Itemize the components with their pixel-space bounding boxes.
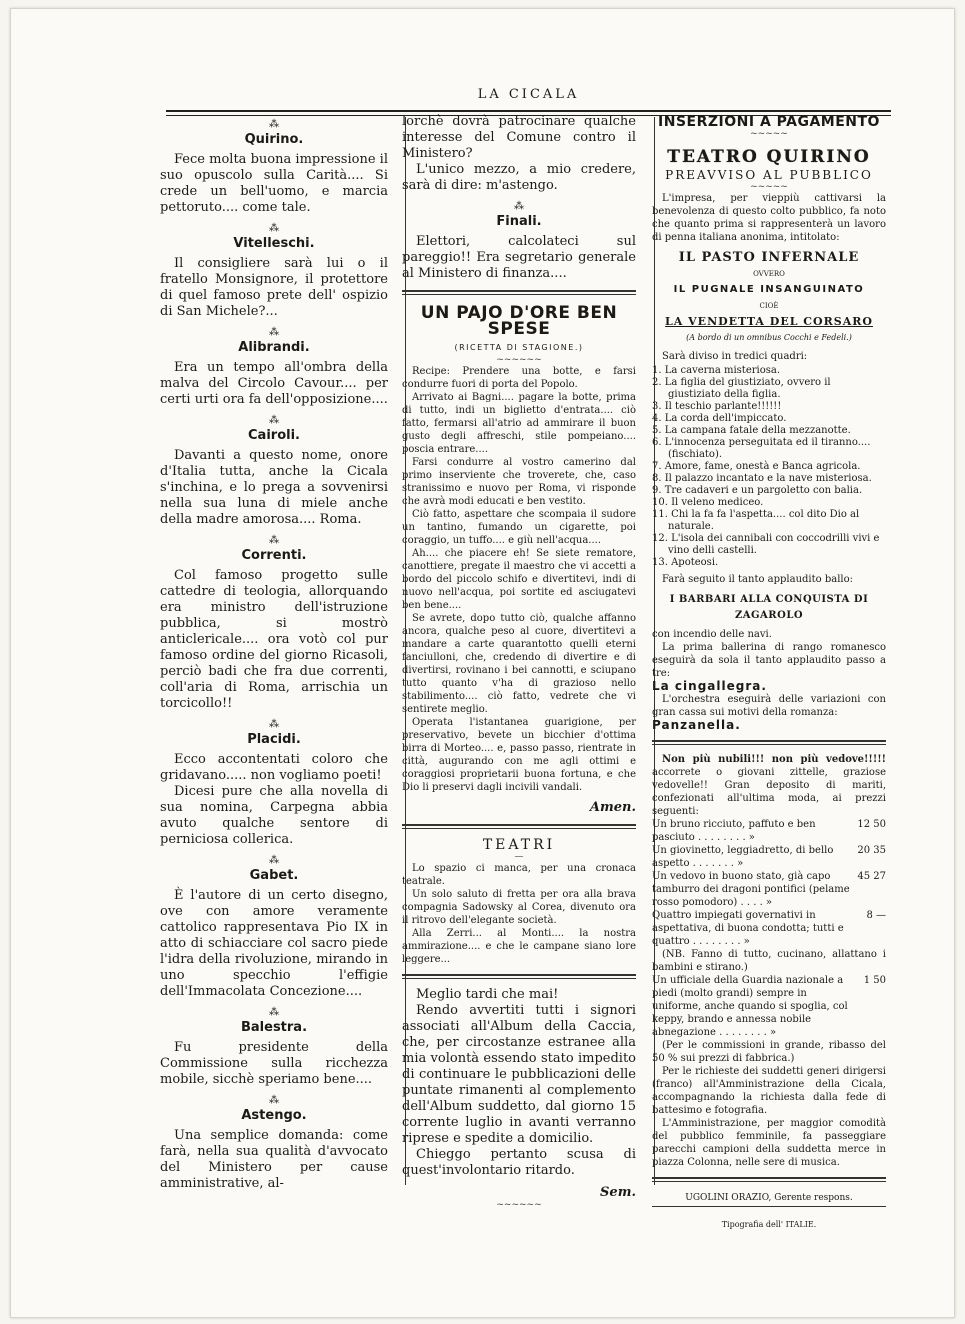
ballo-body — [652, 628, 886, 732]
list-item: 8. Il palazzo incantato e la nave misteriosa. — [652, 473, 872, 484]
nubili-block — [652, 753, 886, 1169]
column-left — [160, 112, 388, 1192]
offer-desc: Un vedovo in buono stato, già capo tamburro dei dragoni pontifici (pelame rosso pomodoro) . . . . » — [652, 871, 850, 908]
offer-row — [652, 844, 886, 870]
column-right — [652, 114, 886, 1233]
article-signature: Amen. — [589, 800, 636, 815]
offer-row — [652, 909, 886, 948]
notice-top-rule — [402, 974, 636, 979]
ornament-squiggle: ~~~~~~ — [496, 1200, 542, 1210]
teatri-paragraph: Lo spazio ci manca, per una cronaca teatrale. — [402, 863, 636, 887]
ornament-squiggle: ~~~~~ — [750, 182, 788, 192]
ovvero-label: OVVERO — [753, 270, 785, 278]
section-text-placidi-2: Dicesi pure che alla novella di sua nomina, Carpegna abbia avuto qualche sentore di perniciosa collerica. — [160, 784, 388, 847]
stars-separator: ⁂ — [269, 535, 279, 546]
ballo-text: con incendio delle navi. — [652, 629, 772, 640]
gerente-line: UGOLINI ORAZIO, Gerente respons. — [685, 1193, 853, 1203]
ornament-squiggle: ~~~~~ — [750, 129, 788, 139]
list-item: 12. L'isola dei cannibali con coccodrilli vivi e vino delli castelli. — [652, 533, 880, 556]
nb-text: (NB. Fanno di tutto, cucinano, allattano i bambini e stirano.) — [652, 949, 886, 973]
ballo-intro: Farà seguito il tanto applaudito ballo: — [662, 574, 853, 585]
offer-price: 8 — — [866, 910, 886, 921]
teatri-paragraph: Alla Zerri... al Monti.... la nostra ammirazione.... e che le campane siano lore leggere... — [402, 928, 636, 965]
offer-desc: Un giovinetto, leggiadretto, di bello aspetto . . . . . . . » — [652, 845, 834, 869]
section-text-finali: Elettori, calcolateci sul pareggio!! Era segretario generale al Ministero di finanza.... — [402, 234, 636, 281]
avviso-body — [652, 192, 886, 244]
ornament-dash: — — [514, 852, 524, 862]
section-text-gabet: È l'autore di un certo disegno, ove con amore veramente cattolico rappresentava Pio IX in atto di schiacciare col sacro piede l'idra della rivoluzione, mirando in uno specchio l'effigie dell'Immacolata Concezione.... — [160, 888, 388, 999]
section-text-balestra: Fu presidente della Commissione sulla ricchezza mobile, sicchè speriamo bene.... — [160, 1040, 388, 1087]
stars-separator: ⁂ — [269, 119, 279, 130]
teatri-title: TEATRI — [482, 837, 556, 853]
teatri-top-rule — [402, 824, 636, 829]
theatre-name: TEATRO QUIRINO — [667, 147, 871, 167]
offer-row — [652, 974, 886, 1039]
section-title-placidi: Placidi. — [247, 732, 301, 747]
notice-paragraph: Meglio tardi che mai! — [416, 987, 559, 1002]
astengo-continuation: lorchè dovrà patrocinare qualche interesse del Comune contro il Ministero? — [402, 114, 636, 161]
running-title: LA CICALA — [477, 87, 580, 102]
play-alt-title: LA VENDETTA DEL CORSARO — [665, 315, 873, 328]
offer-price: 20 35 — [857, 845, 886, 856]
teatri-paragraph: Un solo saluto di fretta per ora alla brava compagnia Sadowsky al Corea, divenuto ora il ritrovo dell'elegante società. — [402, 889, 636, 926]
ballo-title: I BARBARI ALLA CONQUISTA DI ZAGAROLO — [669, 594, 869, 621]
stars-separator: ⁂ — [269, 855, 279, 866]
ballerina-text: La prima ballerina di rango romanesco eseguirà da sola il tanto applaudito passo a tre: — [652, 642, 886, 679]
stars-separator: ⁂ — [269, 223, 279, 234]
quadri-intro: Sarà diviso in tredici quadri: — [662, 351, 808, 362]
stars-separator: ⁂ — [269, 719, 279, 730]
commissioni-text: (Per le commissioni in grande, ribasso del 50 % sui prezzi di fabbrica.) — [652, 1040, 886, 1064]
section-text-cairoli: Davanti a questo nome, onore d'Italia tutta, anche la Cicala s'inchina, e lo prega a sovvenirsi nella sua luna di miele anche della madre amorosa.... Roma. — [160, 448, 388, 527]
amministrazione-text: L'Amministrazione, per maggior comodità del pubblico femminile, fa passeggiare parecchi campioni della suddetta merce in piazza Colonna, nelle sere di musica. — [652, 1118, 886, 1168]
list-item: 11. Chi la fa fa l'aspetta.... col dito Dio al naturale. — [652, 509, 860, 532]
article-top-rule — [402, 290, 636, 295]
avviso-intro: L'impresa, per vieppiù cattivarsi la benevolenza di questo colto pubblico, fa noto che quanto prima si rappresenterà un lavoro di penna italiana anonima, intitolato: — [652, 193, 886, 243]
notice-paragraph: Rendo avvertiti tutti i signori associati all'Album della Caccia, che, per circostanze estranee alla mia volontà essendo stato impedito di continuare le pubblicazioni delle puntate rimanenti al complemento dell'Album suddetto, dal giorno 15 corrente luglio in avanti verranno riprese e spedite a domicilio. — [402, 1003, 636, 1146]
stars-separator: ⁂ — [269, 327, 279, 338]
astengo-continuation-2: L'unico mezzo, a mio credere, sarà di dire: m'astengo. — [402, 162, 636, 193]
play-subtitle: IL PUGNALE INSANGUINATO — [673, 284, 865, 295]
stars-separator: ⁂ — [269, 1095, 279, 1106]
notice-paragraph: Chieggo pertanto scusa di quest'involontario ritardo. — [402, 1147, 636, 1178]
quadri-list — [652, 365, 886, 569]
section-title-alibrandi: Alibrandi. — [238, 340, 310, 355]
section-text-astengo: Una semplice domanda: come farà, nella sua qualità d'avvocato del Ministero per cause amministrative, al- — [160, 1128, 388, 1191]
offer-desc: Un bruno ricciuto, paffuto e ben pasciuto . . . . . . . . » — [652, 819, 816, 843]
tipografia-line: Tipografia dell' ITALIE. — [721, 1220, 817, 1229]
section-title-quirino: Quirino. — [244, 132, 304, 147]
stars-separator: ⁂ — [514, 201, 524, 212]
nubili-text: accorrete o giovani zittelle, graziose vedovelle!! Gran deposito di mariti, confezionati all'ultima moda, ai prezzi seguenti: — [652, 767, 886, 817]
play-title: IL PASTO INFERNALE — [678, 250, 860, 265]
richieste-text: Per le richieste dei suddetti generi dirigersi (franco) all'Amministrazione della Cicala, accompagnando la richiesta dalla fede di battesimo e fotografia. — [652, 1066, 886, 1116]
section-title-finali: Finali. — [496, 214, 542, 229]
notice-signature: Sem. — [600, 1185, 636, 1200]
offer-price: 45 27 — [857, 871, 886, 882]
panzanella-label: Panzanella. — [652, 718, 741, 732]
offer-row — [652, 818, 886, 844]
list-item: 3. Il teschio parlante!!!!!! — [652, 401, 782, 412]
stars-separator: ⁂ — [269, 415, 279, 426]
section-title-astengo: Astengo. — [241, 1108, 307, 1123]
article-paragraph: Ah.... che piacere eh! Se siete rematore, canottiere, pregate il maestro che vi accetti a bordo del piccolo schifo e divertitevi, indi di nuovo nell'acqua, poi sortite ed asciugatevi ben bene.... — [402, 548, 636, 611]
article-paragraph: Farsi condurre al vostro camerino dal primo inserviente che troverete, che, caso stranissimo e nuovo per Roma, vi risponde che avrà modi educati e ben vestito. — [402, 457, 636, 507]
cingallegra-label: La cingallegra. — [652, 679, 767, 693]
section-text-correnti: Col famoso progetto sulle cattedre di teologia, allorquando era ministro dell'istruzione pubblica, si mostrò anticlericale.... ora votò col pur famoso ordine del giorno Ricasoli, perciò badi che fra due correnti, coll'aria di Roma, arrischia un torcicollo!! — [160, 568, 388, 711]
orchestra-text: L'orchestra eseguirà delle variazioni con gran cassa sui motivi della romanza: — [652, 694, 886, 718]
offer-desc: Quattro impiegati governativi in aspettativa, di buona condotta; tutti e quattro . . . . . . . . » — [652, 910, 844, 947]
teatri-body — [402, 862, 636, 966]
list-item: 13. Apoteosi. — [652, 557, 719, 568]
article-paragraph: Recipe: Prendere una botte, e farsi condurre fuori di porta del Popolo. — [402, 366, 636, 390]
article-paragraph: Se avrete, dopo tutto ciò, qualche affanno ancora, qualche peso al cuore, divertitevi a mandare a carte quarantotto quelli eterni fanciulloni, che, credendo di divertire e di divertirsi, rovinano i bei cannotti, e sciupano tutto quanto v'ha di grazioso nello stabilimento.... ciò fatto, vedrete che vi sentirete meglio. — [402, 613, 636, 715]
section-text-quirino: Fece molta buona impressione il suo opuscolo sulla Carità.... Si crede un bell'uomo, e marcia pettoruto.... come tale. — [160, 152, 388, 215]
article-paragraph: Ciò fatto, aspettare che scompaia il sudore un tantino, fumando un cigarette, poi coraggio, un tuffo.... e giù nell'acqua.... — [402, 509, 636, 546]
inserzioni-title: INSERZIONI A PAGAMENTO — [658, 114, 880, 130]
article-paragraph: Arrivato ai Bagni.... pagare la botte, prima di tutto, indi un biglietto d'entrata.... ciò fatto, fermarsi all'atrio ad ammirare il buon gusto degli affreschi, stile pompeiano.... poscia entrare.... — [402, 392, 636, 455]
list-item: 10. Il veleno mediceo. — [652, 497, 764, 508]
footer-rule — [652, 1177, 886, 1182]
quadri-block — [652, 350, 886, 586]
article-title: UN PAJO D'ORE BEN SPESE — [420, 303, 618, 339]
footer-rule-thin — [652, 1206, 886, 1207]
article-paragraph: Operata l'istantanea guarigione, per preservativo, bevete un bicchier d'ottima birra di Morteo.... e, passo passo, rientrate in città, augurando con me agli ottimi e coraggiosi proprietarii buona fortuna, e che Dio li preservi dagli incivili vandali. — [402, 717, 636, 793]
list-item: 5. La campana fatale della mezzanotte. — [652, 425, 851, 436]
section-text-alibrandi: Era un tempo all'ombra della malva del Circolo Cavour.... per certi urti ora fa dell'opposizione.... — [160, 360, 388, 407]
list-item: 4. La corda dell'impiccato. — [652, 413, 787, 424]
offer-price: 1 50 — [863, 975, 886, 986]
section-title-correnti: Correnti. — [241, 548, 307, 563]
avviso-title: PREAVVISO AL PUBBLICO — [665, 168, 873, 182]
list-item: 2. La figlia del giustiziato, ovvero il giustiziato della figlia. — [652, 377, 831, 400]
section-title-vitelleschi: Vitelleschi. — [233, 236, 315, 251]
play-note: (A bordo di un omnibus Cocchi e Fedeli.) — [686, 333, 852, 342]
section-text-vitelleschi: Il consigliere sarà lui o il fratello Monsignore, il protettore di quel famoso prete dell' ospizio di San Michele?... — [160, 256, 388, 319]
list-item: 1. La caverna misteriosa. — [652, 365, 781, 376]
cioe-label: CIOÈ — [759, 302, 779, 310]
offer-price: 12 50 — [857, 819, 886, 830]
stars-separator: ⁂ — [269, 1007, 279, 1018]
section-text-placidi: Ecco accontentati coloro che gridavano..... non vogliamo poeti! — [160, 752, 388, 783]
nubili-top-rule — [652, 740, 886, 745]
section-title-cairoli: Cairoli. — [248, 428, 300, 443]
list-item: 6. L'innocenza perseguitata ed il tiranno.... (fischiato). — [652, 437, 871, 460]
list-item: 9. Tre cadaveri e un pargoletto con balia. — [652, 485, 863, 496]
nubili-intro — [652, 753, 886, 818]
article-subtitle: (RICETTA DI STAGIONE.) — [454, 343, 584, 352]
section-title-gabet: Gabet. — [249, 868, 299, 883]
column-middle — [402, 114, 636, 1210]
offer-desc: Un ufficiale della Guardia nazionale a piedi (molto grandi) sempre in uniforme, anche quando si spoglia, col keppy, brando e annessa nobile abnegazione . . . . . . . . » — [652, 975, 848, 1038]
nubili-headline: Non più nubili!!! non più vedove!!!!! — [662, 754, 886, 765]
article-body — [402, 365, 636, 794]
list-item: 7. Amore, fame, onestà e Banca agricola. — [652, 461, 861, 472]
section-title-balestra: Balestra. — [240, 1020, 308, 1035]
ornament-squiggle: ~~~~~~ — [496, 355, 542, 365]
offer-row — [652, 870, 886, 909]
